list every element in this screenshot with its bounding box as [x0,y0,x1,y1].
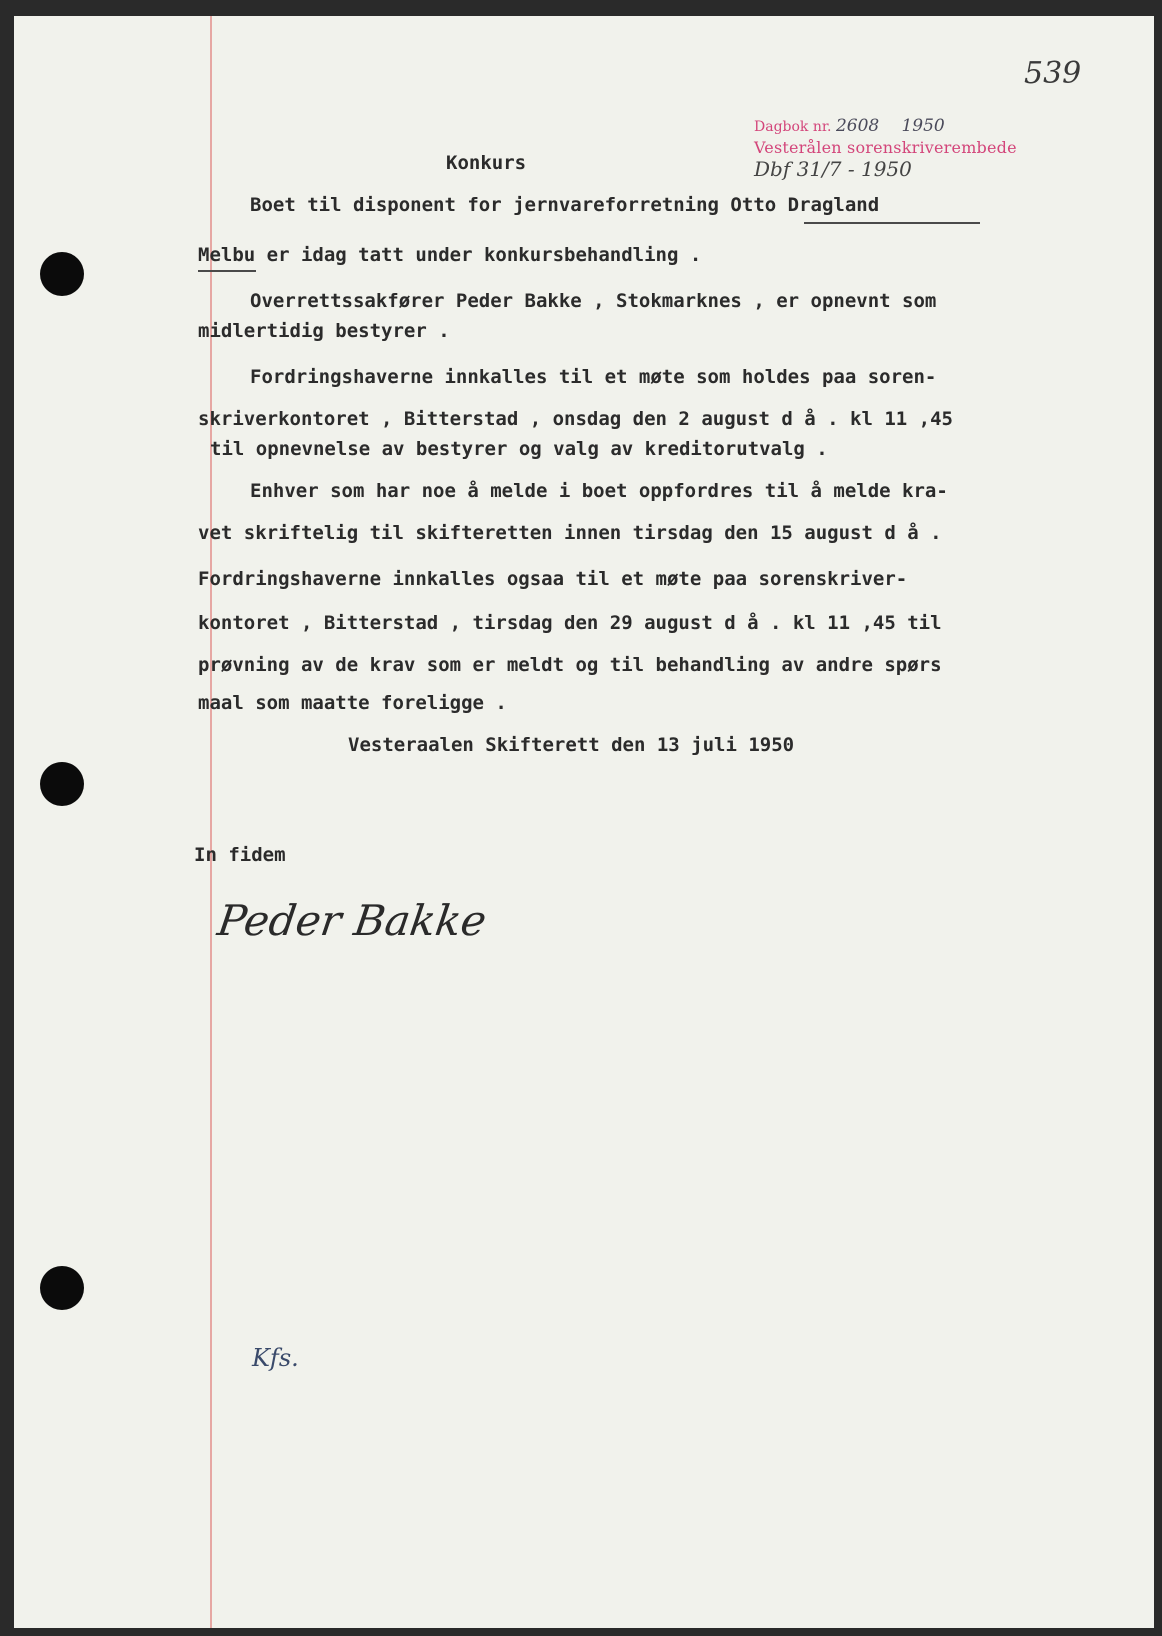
underline [198,270,256,272]
document-title: Konkurs [446,152,527,174]
page-number: 539 [1024,56,1082,91]
text-line: skriverkontoret , Bitterstad , onsdag den 2 august d å . kl 11 ,45 [198,408,953,430]
text-line: Enhver som har noe å melde i boet oppfordres til å melde kra- [250,480,948,502]
text-line: maal som maatte foreligge . [198,692,507,714]
text-line: kontoret , Bitterstad , tirsdag den 29 august d å . kl 11 ,45 til [198,612,942,634]
text-line: prøvning av de krav som er meldt og til behandling av andre spørs [198,654,942,676]
underline [804,222,980,224]
closing-text: In fidem [194,844,286,866]
text-line: vet skriftelig til skifteretten innen tirsdag den 15 august d å . [198,522,942,544]
handwritten-initials: Kfs. [252,1344,299,1372]
dagbok-number: 2608 [835,116,880,136]
text-line: til opnevnelse av bestyrer og valg av kreditorutvalg . [210,438,828,460]
stamp-year: 1950 [901,116,945,136]
typed-text [14,16,1154,1628]
text-line: Fordringshaverne innkalles til et møte som holdes paa soren- [250,366,937,388]
text-line: midlertidig bestyrer . [198,320,450,342]
dagbok-label: Dagbok nr. [754,119,832,135]
text-line: Boet til disponent for jernvareforretning Otto Dragland [250,194,880,216]
text-line: Overrettssakfører Peder Bakke , Stokmarknes , er opnevnt som [250,290,937,312]
document-page [14,16,1154,1628]
text-line: Vesteraalen Skifterett den 13 juli 1950 [348,734,795,756]
text-line: Melbu er idag tatt under konkursbehandling . [198,244,702,266]
text-line: Fordringshaverne innkalles ogsaa til et møte paa sorenskriver- [198,568,908,590]
stamp-office: Vesterålen sorenskriverembede [754,138,1017,157]
handwritten-date: Dbf 31/7 - 1950 [754,157,912,181]
signature: Peder Bakke [214,896,490,945]
